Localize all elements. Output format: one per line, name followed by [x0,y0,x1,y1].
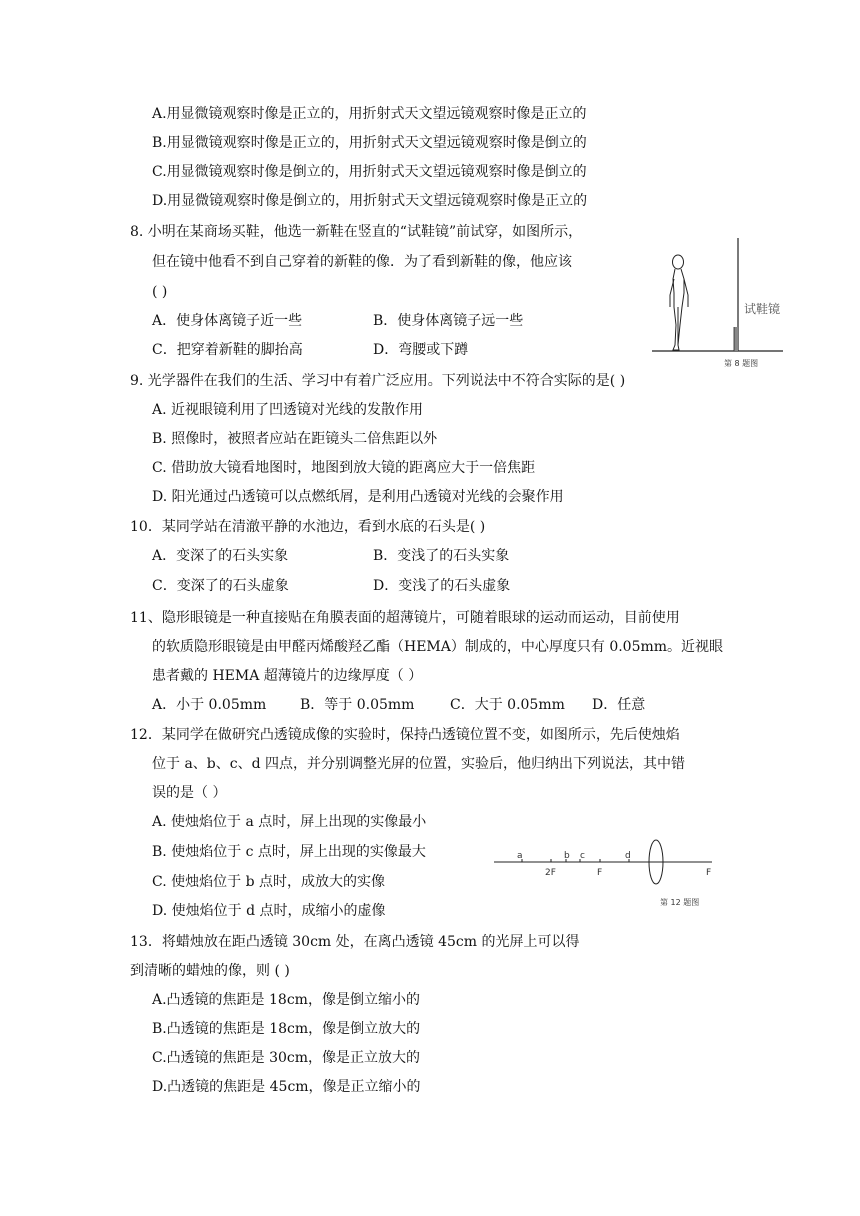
f-right-label: F [706,868,712,878]
point-c-label: c [580,851,585,861]
f-left-label: F [597,868,603,878]
q9-option-d: D. 阳光通过凸透镜可以点燃纸屑，是利用凸透镜对光线的会聚作用 [152,489,564,505]
q12-option-c: C. 使烛焰位于 b 点时，成放大的实像 [152,874,385,890]
q8-stem-line2: 但在镜中他看不到自己穿着的新鞋的像．为了看到新鞋的像，他应该 [152,254,572,270]
q12-stem-line2: 位于 a、b、c、d 四点，并分别调整光屏的位置，实验后，他归纳出下列说法，其中错 [152,756,686,772]
q7-option-a: A.用显微镜观察时像是正立的，用折射式天文望远镜观察时像是正立的 [152,106,587,122]
point-a-label: a [517,851,523,861]
q11-stem-line1: 11、隐形眼镜是一种直接贴在角膜表面的超薄镜片，可随着眼球的运动而运动，目前使用 [130,610,680,626]
q7-option-c: C.用显微镜观察时像是倒立的，用折射式天文望远镜观察时像是倒立的 [152,164,587,180]
mirror-hatch [734,327,738,351]
q8-option-d: D．弯腰或下蹲 [373,342,469,358]
q11-option-a: A．小于 0.05mm [152,697,267,713]
q8-stem-line1: 8. 小明在某商场买鞋，他选一新鞋在竖直的“试鞋镜”前试穿，如图所示， [130,224,583,240]
q9-option-a: A. 近视眼镜利用了凹透镜对光线的发散作用 [152,402,424,418]
q11-option-b: B．等于 0.05mm [300,697,415,713]
q12-option-d: D. 使烛焰位于 d 点时，成缩小的虚像 [152,903,386,919]
q9-option-c: C. 借助放大镜看地图时，地图到放大镜的距离应大于一倍焦距 [152,460,536,476]
q13-stem-line1: 13．将蜡烛放在距凸透镜 30cm 处，在离凸透镜 45cm 的光屏上可以得 [130,934,580,950]
person-figure [670,255,688,350]
q11-stem-line3: 患者戴的 HEMA 超薄镜片的边缘厚度（ ） [152,668,423,684]
q7-option-b: B.用显微镜观察时像是正立的，用折射式天文望远镜观察时像是倒立的 [152,135,587,151]
q12-stem-line1: 12．某同学在做研究凸透镜成像的实验时，保持凸透镜位置不变，如图所示，先后使烛焰 [130,727,680,743]
q13-stem-line2: 到清晰的蜡烛的像，则 ( ) [130,963,290,979]
q8-figure-caption: 第 8 题图 [724,359,759,368]
q13-option-b: B.凸透镜的焦距是 18cm，像是倒立放大的 [152,1021,421,1037]
q13-option-d: D.凸透镜的焦距是 45cm，像是正立缩小的 [152,1079,421,1095]
q11-stem-line2: 的软质隐形眼镜是由甲醛丙烯酸羟乙酯（HEMA）制成的，中心厚度只有 0.05mm。近视眼 [152,639,724,655]
q8-option-b: B．使身体离镜子远一些 [373,313,524,329]
q13-option-c: C.凸透镜的焦距是 30cm，像是正立放大的 [152,1050,421,1066]
q8-option-c: C．把穿着新鞋的脚抬高 [152,342,303,358]
q9-stem: 9. 光学器件在我们的生活、学习中有着广泛应用。下列说法中不符合实际的是( ) [130,373,626,389]
q8-option-a: A．使身体离镜子近一些 [152,313,303,329]
q12-option-b: B. 使烛焰位于 c 点时，屏上出现的实像最大 [152,844,426,860]
q10-option-b: B．变浅了的石头实象 [373,548,510,564]
two-f-label: 2F [545,868,556,878]
q12-figure [490,835,720,910]
q10-option-d: D．变浅了的石头虚象 [373,578,511,594]
q9-option-b: B. 照像时，被照者应站在距镜头二倍焦距以外 [152,431,438,447]
point-d-label: d [625,851,631,861]
q7-option-d: D.用显微镜观察时像是倒立的，用折射式天文望远镜观察时像是正立的 [152,193,588,209]
q11-option-d: D．任意 [592,697,646,713]
q12-option-a: A. 使烛焰位于 a 点时，屏上出现的实像最小 [152,814,427,830]
mirror-label: 试鞋镜 [744,302,781,316]
q12-figure-caption: 第 12 题图 [660,898,700,907]
q11-option-c: C．大于 0.05mm [450,697,565,713]
q10-stem: 10．某同学站在清澈平静的水池边，看到水底的石头是( ) [130,519,486,535]
q8-answer-paren: ( ) [152,284,168,300]
q12-stem-line3: 误的是（ ） [152,785,227,801]
q10-option-c: C．变深了的石头虚象 [152,578,289,594]
point-b-label: b [564,851,570,861]
q13-option-a: A.凸透镜的焦距是 18cm，像是倒立缩小的 [152,992,420,1008]
q8-figure [648,235,788,370]
q10-option-a: A．变深了的石头实象 [152,548,289,564]
